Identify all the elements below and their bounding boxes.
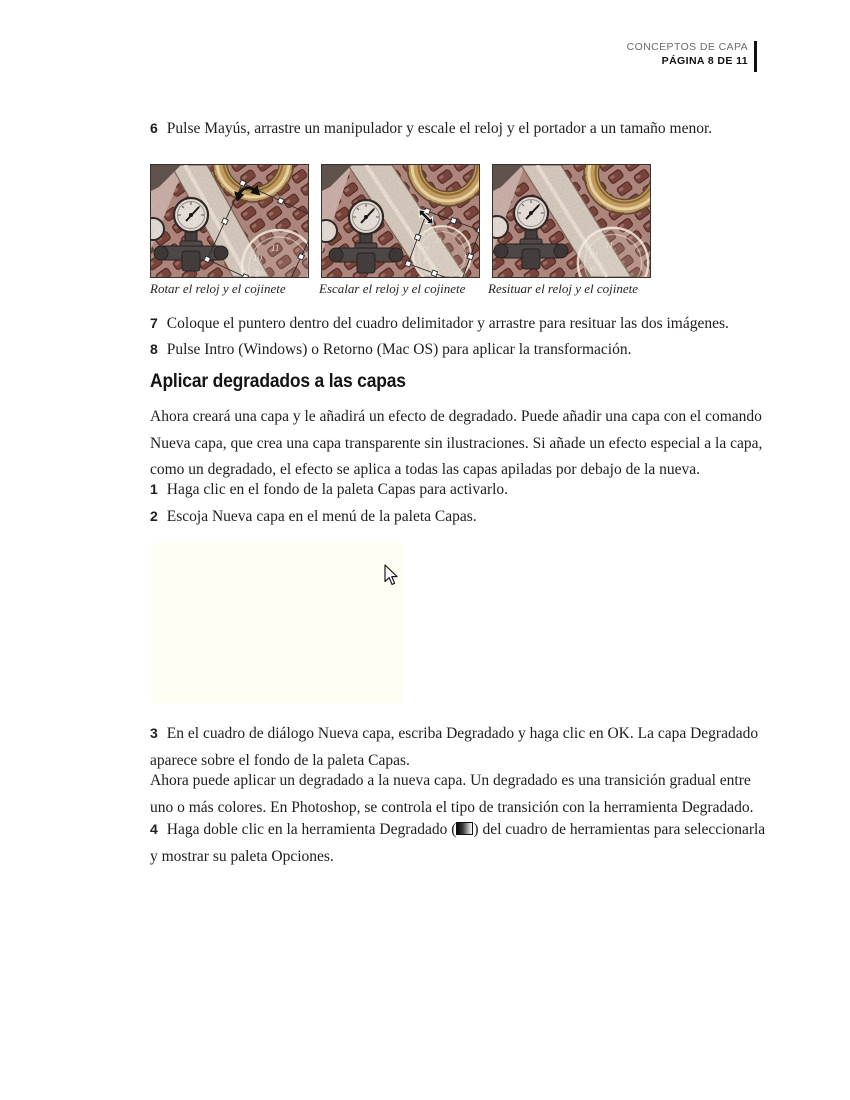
step-4 xyxy=(150,816,810,870)
step-text: Pulse Intro (Windows) o Retorno (Mac OS) para aplicar la transformación. xyxy=(166,341,632,358)
step-number: 3 xyxy=(150,725,158,741)
step-7 xyxy=(150,310,810,338)
step-text: Escoja Nueva capa en el menú de la paleta Capas. xyxy=(166,508,477,525)
step-8 xyxy=(150,336,810,364)
step-text-line: En el cuadro de diálogo Nueva capa, escriba Degradado y haga clic en OK. La capa Degradado xyxy=(166,725,759,742)
figure-captions xyxy=(150,281,645,296)
paragraph-line: como un degradado, el efecto se aplica a todas las capas apiladas por debajo de la nueva. xyxy=(150,461,701,478)
figure-scale-clock xyxy=(321,164,480,278)
page-header xyxy=(0,41,748,68)
step-text-line: y mostrar su paleta Opciones. xyxy=(150,847,334,865)
step-6 xyxy=(150,115,810,143)
step-number: 2 xyxy=(150,508,158,524)
gradient-tool-icon xyxy=(456,822,473,835)
step-text-line: aparece sobre el fondo de la paleta Capas. xyxy=(150,751,410,769)
paragraph-line: Nueva capa, que crea una capa transparente sin ilustraciones. Si añade un efecto especial a la capa, xyxy=(150,434,763,452)
step-text-line: ) del cuadro de herramientas para seleccionarla xyxy=(473,821,766,838)
step-text: Coloque el puntero dentro del cuadro delimitador y arrastre para resituar las dos imágenes. xyxy=(166,315,729,332)
figure-caption: Escalar el reloj y el cojinete xyxy=(319,281,466,296)
transform-figures-row xyxy=(150,164,651,278)
step-text-line: Haga doble clic en la herramienta Degradado ( xyxy=(166,821,457,838)
paragraph-line: uno o más colores. En Photoshop, se controla el tipo de transición con la herramienta Degradado. xyxy=(150,798,754,816)
step-3 xyxy=(150,720,810,774)
figure-caption: Resituar el reloj y el cojinete xyxy=(488,281,639,296)
header-divider xyxy=(754,41,757,72)
step-number: 8 xyxy=(150,341,158,357)
step-number: 6 xyxy=(150,120,158,136)
header-doc-title: CONCEPTOS DE CAPA xyxy=(626,41,748,53)
layers-palette-screenshot xyxy=(151,543,402,703)
paragraph-line: Ahora puede aplicar un degradado a la nueva capa. Un degradado es una transición gradual entre xyxy=(150,772,751,789)
step-number: 4 xyxy=(150,821,158,837)
paragraph-line: Ahora creará una capa y le añadirá un efecto de degradado. Puede añadir una capa con el comando xyxy=(150,408,762,425)
step-1 xyxy=(150,476,810,504)
step-text: Haga clic en el fondo de la paleta Capas para activarlo. xyxy=(166,481,509,498)
header-page-number: PÁGINA 8 DE 11 xyxy=(661,55,748,67)
step-text: Pulse Mayús, arrastre un manipulador y escale el reloj y el portador a un tamaño menor. xyxy=(166,120,713,137)
arrow-cursor-icon xyxy=(383,564,399,586)
step-2 xyxy=(150,503,810,531)
figure-rotate-clock xyxy=(150,164,309,278)
section-heading: Aplicar degradados a las capas xyxy=(150,371,406,392)
figure-caption: Rotar el reloj y el cojinete xyxy=(150,281,286,296)
gradient-paragraph xyxy=(150,768,810,821)
step-number: 7 xyxy=(150,315,158,331)
figure-reposition-clock xyxy=(492,164,651,278)
step-number: 1 xyxy=(150,481,158,497)
intro-paragraph xyxy=(150,404,810,484)
